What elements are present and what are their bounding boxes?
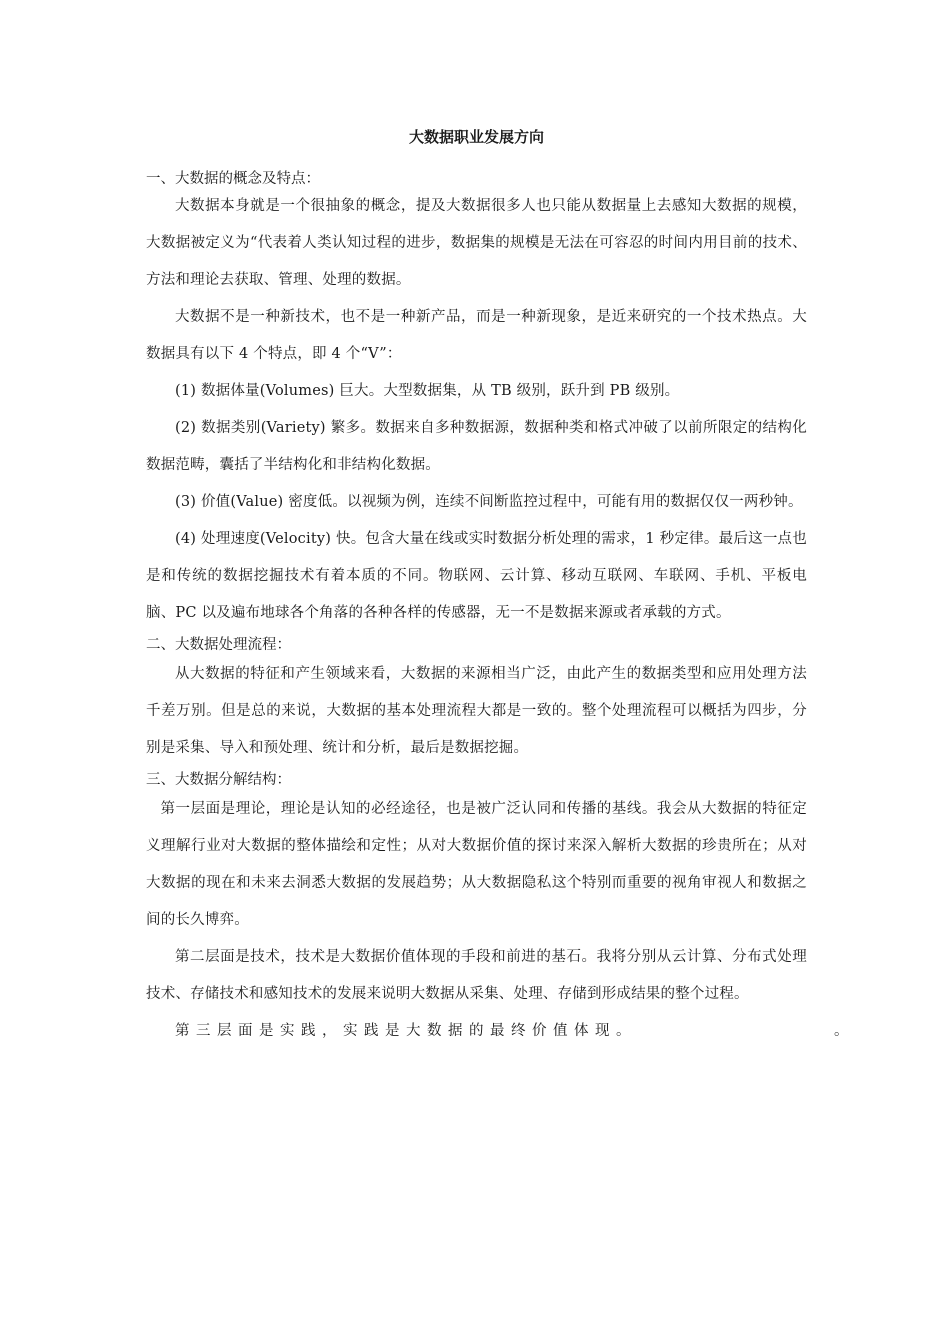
paragraph: (1) 数据体量(Volumes) 巨大。大型数据集，从 TB 级别，跃升到 PB 级别。 bbox=[175, 383, 680, 399]
paragraph: (3) 价值(Value) 密度低。以视频为例，连续不间断监控过程中，可能有用的数据仅仅一两秒钟。 bbox=[175, 494, 803, 510]
paragraph-trailing-mark: 。 bbox=[834, 1023, 849, 1039]
document-title: 大数据职业发展方向 bbox=[408, 128, 544, 146]
paragraph: 从大数据的特征和产生领域来看，大数据的来源相当广泛，由此产生的数据类型和应用处理方法千差万别。但是总的来说，大数据的基本处理流程大都是一致的。整个处理流程可以概括为四步，分别是采集、导入和预处理、统计和分析，最后是数据挖掘。 bbox=[146, 666, 807, 756]
section-heading: 一、大数据的概念及特点： bbox=[146, 171, 320, 187]
paragraph-last bbox=[146, 1013, 849, 1050]
paragraph: 第一层面是理论，理论是认知的必经途径，也是被广泛认同和传播的基线。我会从大数据的特征定义理解行业对大数据的整体描绘和定性；从对大数据价值的探讨来深入解析大数据的珍贵所在；从对大数据的现在和未来去洞悉大数据的发展趋势；从大数据隐私这个特别而重要的视角审视人和数据之间的长久博弈。 bbox=[146, 801, 807, 928]
paragraph: 第二层面是技术，技术是大数据价值体现的手段和前进的基石。我将分别从云计算、分布式处理技术、存储技术和感知技术的发展来说明大数据从采集、处理、存储到形成结果的整个过程。 bbox=[146, 949, 807, 1002]
paragraph: 大数据不是一种新技术，也不是一种新产品，而是一种新现象，是近来研究的一个技术热点。大数据具有以下 4 个特点，即 4 个“V”： bbox=[146, 309, 807, 362]
paragraph: 大数据本身就是一个很抽象的概念，提及大数据很多人也只能从数据量上去感知大数据的规模，大数据被定义为“代表着人类认知过程的进步，数据集的规模是无法在可容忍的时间内用目前的技术、方法和理论去获取、管理、处理的数据。 bbox=[146, 198, 807, 288]
section-heading: 二、大数据处理流程： bbox=[146, 637, 291, 653]
paragraph-last-text: 第三层面是实践，实践是大数据的最终价值体现。 bbox=[175, 1023, 637, 1039]
paragraph: (4) 处理速度(Velocity) 快。包含大量在线或实时数据分析处理的需求，1 秒定律。最后这一点也是和传统的数据挖掘技术有着本质的不同。物联网、云计算、移动互联网、车联网、手机、平板电脑、PC 以及遍布地球各个角落的各种各样的传感器，无一不是数据来源或者承载的方式。 bbox=[146, 531, 807, 621]
section-heading: 三、大数据分解结构： bbox=[146, 772, 291, 788]
paragraph: (2) 数据类别(Variety) 繁多。数据来自多种数据源，数据种类和格式冲破了以前所限定的结构化数据范畴，囊括了半结构化和非结构化数据。 bbox=[146, 420, 807, 473]
document-page bbox=[146, 122, 849, 1050]
